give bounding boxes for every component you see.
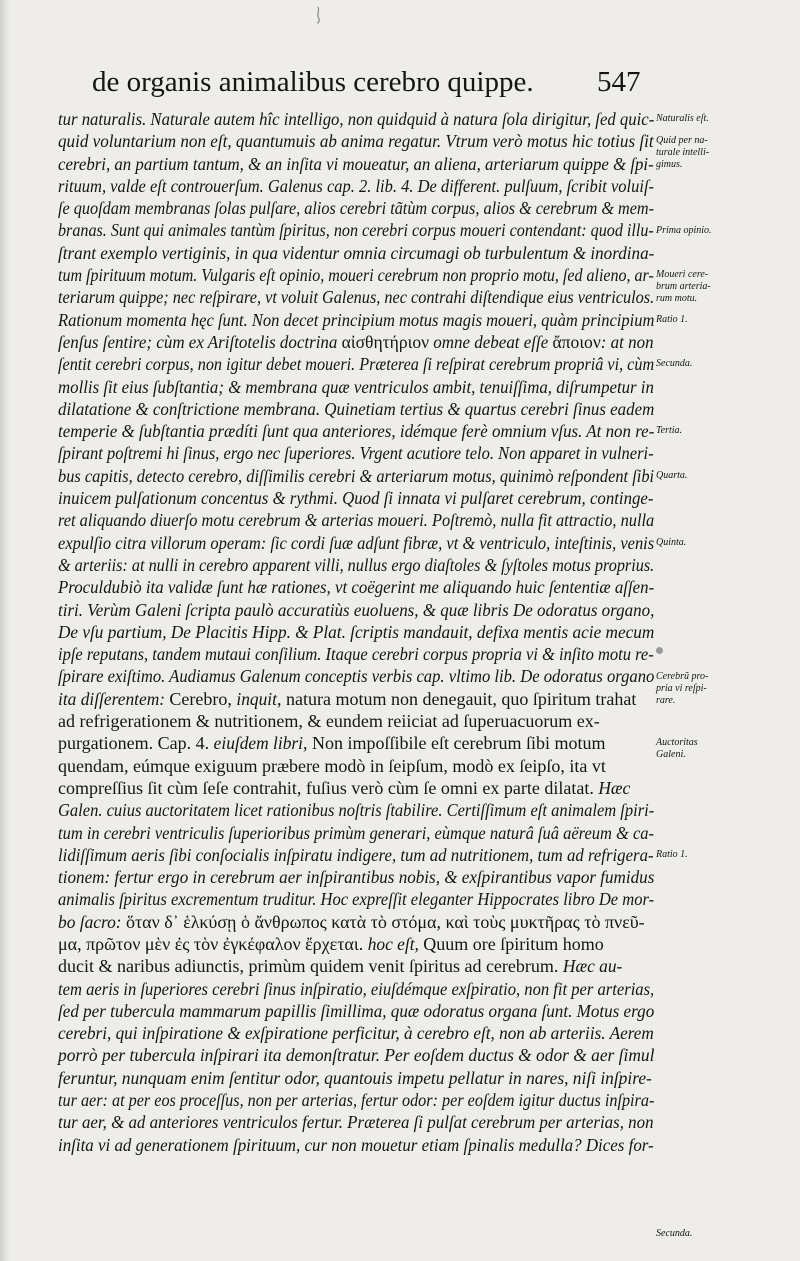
margin-note-line: Galeni. [656,749,686,761]
text-line [58,286,655,308]
margin-note-line: Auctoritas [656,737,698,749]
margin-note-line: Cerebrũ pro- [656,670,709,682]
text-segment: ret aliquando diuerſo motu cerebrum & arterias moueri. Poſtremò, nulla fit attractio, nulla [58,510,655,531]
margin-note [656,425,682,437]
text-segment: ſentit cerebri corpus, non igitur debet moueri. Præterea ſi reſpirat cerebrum propriâ vi, cùm [58,354,655,375]
text-segment: Galen. cuius auctoritatem licet rationibus noſtris ſtabilire. Certiſſimum eſt animalem ſpiri- [58,800,655,821]
text-line [58,1022,654,1044]
text-segment: mollis ſit eius ſubſtantia; & membrana quæ ventriculos ambit, tenuiſſima, diſrumpetur in [58,376,654,397]
text-segment: ſed per tubercula mammarum papillis ſimillima, quæ odoratus organa ſunt. Motus ergo [58,1000,655,1021]
text-segment: ſpirant poſtremi hi ſinus, ergo nec ſuperiores. Vrgent acutiore telo. Non apparet in vulneri- [58,443,654,464]
margin-note-line: Quinta. [656,536,687,548]
text-line [58,844,654,866]
text-line [58,376,654,398]
text-line [58,866,655,888]
text-line [58,755,654,777]
margin-note-line: Ratio 1. [656,313,688,325]
text-line [58,420,655,442]
text-line [58,1000,655,1022]
ink-mark [314,6,324,24]
text-segment: animalis ſpiritus excrementum truditur. Hoc expreſſit eleganter Hippocrates libro De mor- [58,889,655,910]
text-segment: tionem: fertur ergo in cerebrum aer inſpirantibus nobis, & exſpirantibus vapor fumidus [58,867,655,888]
text-line [58,665,655,687]
margin-note [656,1228,692,1240]
text-line [58,487,654,509]
text-segment: tiri. Verùm Galeni ſcripta paulò accuratiùs euoluens, & quæ libris De odoratus organo, [58,599,655,620]
text-line [58,219,654,241]
text-line [58,309,655,331]
text-segment: eiuſdem libri [213,733,304,754]
text-segment: bus capitis, detecto cerebro, diſſimilis cerebri & arteriarum motus, quinimò reſpondent ſibi [58,465,655,486]
margin-note-line: Ratio 1. [656,848,688,860]
text-line [58,197,655,219]
text-segment: quid voluntarium non eſt, quantumuis ab anima regatur. Vtrum verò motus hic totius ſit [58,131,654,152]
margin-note-line: gimus. [656,159,683,171]
text-segment: ſtrant exemplo vertiginis, in qua videntur omnia circumagi ob turbulentum & inordina- [58,242,655,263]
text-segment: rituum, valde eſt controuerſum. Galenus cap. 2. lib. 4. De different. pulſuum, ſcribit voluiſ- [58,175,655,196]
text-line [58,509,655,531]
text-line [58,331,654,353]
text-segment: ita diſſerentem: [58,688,170,709]
margin-note-line: Moueri cere- [656,269,709,281]
text-line [58,777,654,799]
text-segment: ipſe reputans, tandem mutaui conſilium. Itaque cerebri corpus propria vi & inſito motu re- [58,644,654,665]
text-segment: Hæc au- [562,956,623,977]
text-segment: ὅταν δ᾽ ἑλκύσῃ ὁ ἄνθρωπος κατὰ τὸ στόμα, καὶ τοὺς μυκτῆρας τὸ πνεῦ- [125,911,645,932]
text-line [58,108,655,130]
text-segment: ad refrigerationem & nutritionem, & eundem reiiciat ad ſuperuacuorum ex- [58,711,600,732]
text-line [58,911,654,933]
text-segment: lidiſſimum aeris ſibi conſocialis inſpiratu indigere, tum ad nutritionem, tum ad refrigera- [58,844,654,865]
text-segment: ſe quoſdam membranas ſolas pulſare, alios cerebri tãtùm corpus, alios & cerebrum & mem- [58,198,655,219]
running-title: de organis animalibus cerebro quippe. [92,66,534,98]
text-line [58,576,655,598]
margin-note-line: Naturalis eſt. [656,113,709,124]
margin-note [656,269,711,305]
text-segment: inuicem pulſationum concentus & rythmi. Quod ſi innata vi pulſaret cerebrum, continge- [58,488,654,509]
text-line [58,1044,654,1066]
margin-note-line: pria vi reſpi- [656,682,707,694]
margin-note-line: Secunda. [656,358,693,370]
text-segment: tem aeris in ſuperiores cerebri ſinus inſpiratio, eiuſdémque exſpiratio, non fit per arterias, [58,978,655,999]
margin-note-line: Tertia. [656,425,683,437]
text-segment: αἰσθητήριον [341,331,430,352]
text-segment: dilatatione & conſtrictione membrana. Quinetiam tertius & quartus cerebri ſinus eadem [58,398,655,419]
text-segment: Cerebro, [169,688,237,709]
running-header [92,64,652,100]
text-segment: tur naturalis. Naturale autem hîc intelligo, non quidquid à natura ſola dirigitur, ſed quic- [58,109,655,129]
text-line [58,465,655,487]
text-line [58,1089,655,1111]
text-line [58,1134,654,1156]
text-segment: , natura motum non denegauit, quo ſpiritum trahat [276,688,637,709]
margin-note-line: Quarta. [656,469,688,481]
text-line [58,175,655,197]
text-segment: teriarum quippe; nec reſpirare, vt voluit Galenus, nec contrahi diſtendique eius ventriculos. [58,287,655,308]
text-segment: Proculdubiò ita validæ ſunt hæ rationes, vt coëgerint me aliquando huic ſententiæ aſſen- [58,577,655,598]
text-line [58,1067,654,1089]
text-segment: tur aer: at per eos proceſſus, non per arterias, fertur odor: per eoſdem igitur ductus inſpira- [58,1090,655,1111]
text-segment: omne debeat eſſe [429,331,553,352]
text-line [58,130,654,152]
margin-note [656,671,708,707]
text-line [58,799,655,821]
margin-note-line: brum arteria- [656,281,711,293]
text-segment: tur aer, & ad anteriores ventriculos fertur. Præterea ſi pulſat cerebrum per arterias, non [58,1112,654,1133]
text-line [58,442,654,464]
text-line [58,264,654,286]
text-line [58,955,654,977]
text-segment: hoc eſt, [367,933,424,954]
text-line [58,398,655,420]
text-segment: ſenſus ſentire; cùm ex Ariſtotelis doctrina [58,331,342,352]
text-line [58,621,655,643]
margin-note [656,225,712,237]
text-line [58,554,655,576]
text-segment: μα, πρῶτον μὲν ἐς τὸν ἐγκέφαλον ἔρχεται. [58,933,368,954]
page-edge-shadow [0,0,10,1261]
margin-note [656,314,688,326]
text-segment: ἄποιον [552,331,601,352]
margin-note [656,849,688,861]
margin-note [656,113,709,125]
text-segment: , Non impoſſibile eſt cerebrum ſibi motum [303,733,606,754]
text-segment: compreſſius ſit cùm ſeſe contrahit, fuſius verò cùm ſe omni ex parte dilatat. [58,777,599,798]
text-line [58,933,654,955]
text-segment: & arteriis: at nulli in cerebro apparent villi, nullus ergo diaſtoles & ſyſtoles motus proprius. [58,554,655,575]
page-number: 547 [597,66,641,98]
text-segment: cerebri, an partium tantum, & an inſita vi moueatur, an aliena, arteriarum quippe & ſpi- [58,153,654,174]
margin-note [656,537,686,549]
text-segment: bo ſacro: [58,911,126,932]
text-segment: temperie & ſubſtantia prædíti ſunt qua anteriores, idémque ferè omnium vſus. At non re- [58,421,655,442]
text-line [58,643,654,665]
text-segment: purgationem. Cap. 4. [58,733,214,754]
text-line [58,888,655,910]
text-line [58,242,655,264]
text-line [58,1111,654,1133]
margin-note [656,470,687,482]
text-segment: porrò per tubercula inſpirari ita demonſtratur. Per eoſdem ductus & odor & aer ſimul [58,1045,655,1066]
margin-note [656,135,709,171]
text-segment: De vſu partium, De Placitis Hipp. & Plat. ſcriptis mandauit, defixa mentis acie mecum [58,621,655,642]
text-line [58,599,655,621]
text-line [58,978,655,1000]
text-line [58,688,654,710]
text-line [58,153,654,175]
margin-note-line: rare. [656,694,676,706]
text-segment: Rationum momenta hęc ſunt. Non decet principium motus magis moueri, quàm principium [58,309,655,330]
text-segment: : at non [600,331,654,352]
text-segment: branas. Sunt qui animales tantùm ſpiritus, non cerebri corpus moueri contendant: quod illu- [58,220,654,241]
margin-note-line: rum motu. [656,293,698,305]
margin-note [656,737,698,761]
text-segment: tum ſpirituum motum. Vulgaris eſt opinio, moueri cerebrum non proprio motu, ſed alieno, ar- [58,265,654,286]
margin-note-line: Prima opinio. [656,224,712,236]
text-segment: cerebri, qui inſpiratione & exſpiratione perficitur, à cerebro eſt, non ab arteriis. Aerem [58,1023,654,1044]
text-segment: feruntur, nunquam enim ſentitur odor, quantouis impetu pellatur in nares, niſi inſpire- [58,1067,652,1088]
text-segment: inſita vi ad generationem ſpirituum, cur non mouetur etiam ſpinalis medulla? Dices for- [58,1134,654,1155]
text-segment: Hæc [598,777,631,798]
margin-note [656,358,692,370]
margin-note-line: turale intelli- [656,147,710,159]
text-segment: inquit [236,688,277,709]
margin-note-line: Quid per na- [656,135,708,147]
text-segment: quendam, eúmque exiguum præbere modò in ſeipſum, modò ex ſeipſo, ita vt [58,755,606,776]
text-segment: ducit & naribus adiunctis, primùm quidem venit ſpiritus ad cerebrum. [58,956,563,977]
text-segment: Quum ore ſpiritum homo [423,933,604,954]
ink-spot [656,647,663,654]
text-line [58,710,654,732]
margin-note-line: Secunda. [656,1228,693,1239]
main-text-block [58,108,654,1156]
text-line [58,732,654,754]
text-line [58,822,655,844]
text-segment: ſpirare exiſtimo. Audiamus Galenum conceptis verbis cap. vltimo lib. De odoratus organo [58,666,655,687]
text-line [58,353,655,375]
text-line [58,532,655,554]
text-segment: expulſio citra villorum operam: ſic cordi ſuæ adſunt fibræ, vt & ventriculo, inteſtinis, venis [58,532,655,553]
text-segment: tum in cerebri ventriculis ſuperioribus primùm generari, eùmque naturâ ſuâ aëreum & ca- [58,822,655,843]
